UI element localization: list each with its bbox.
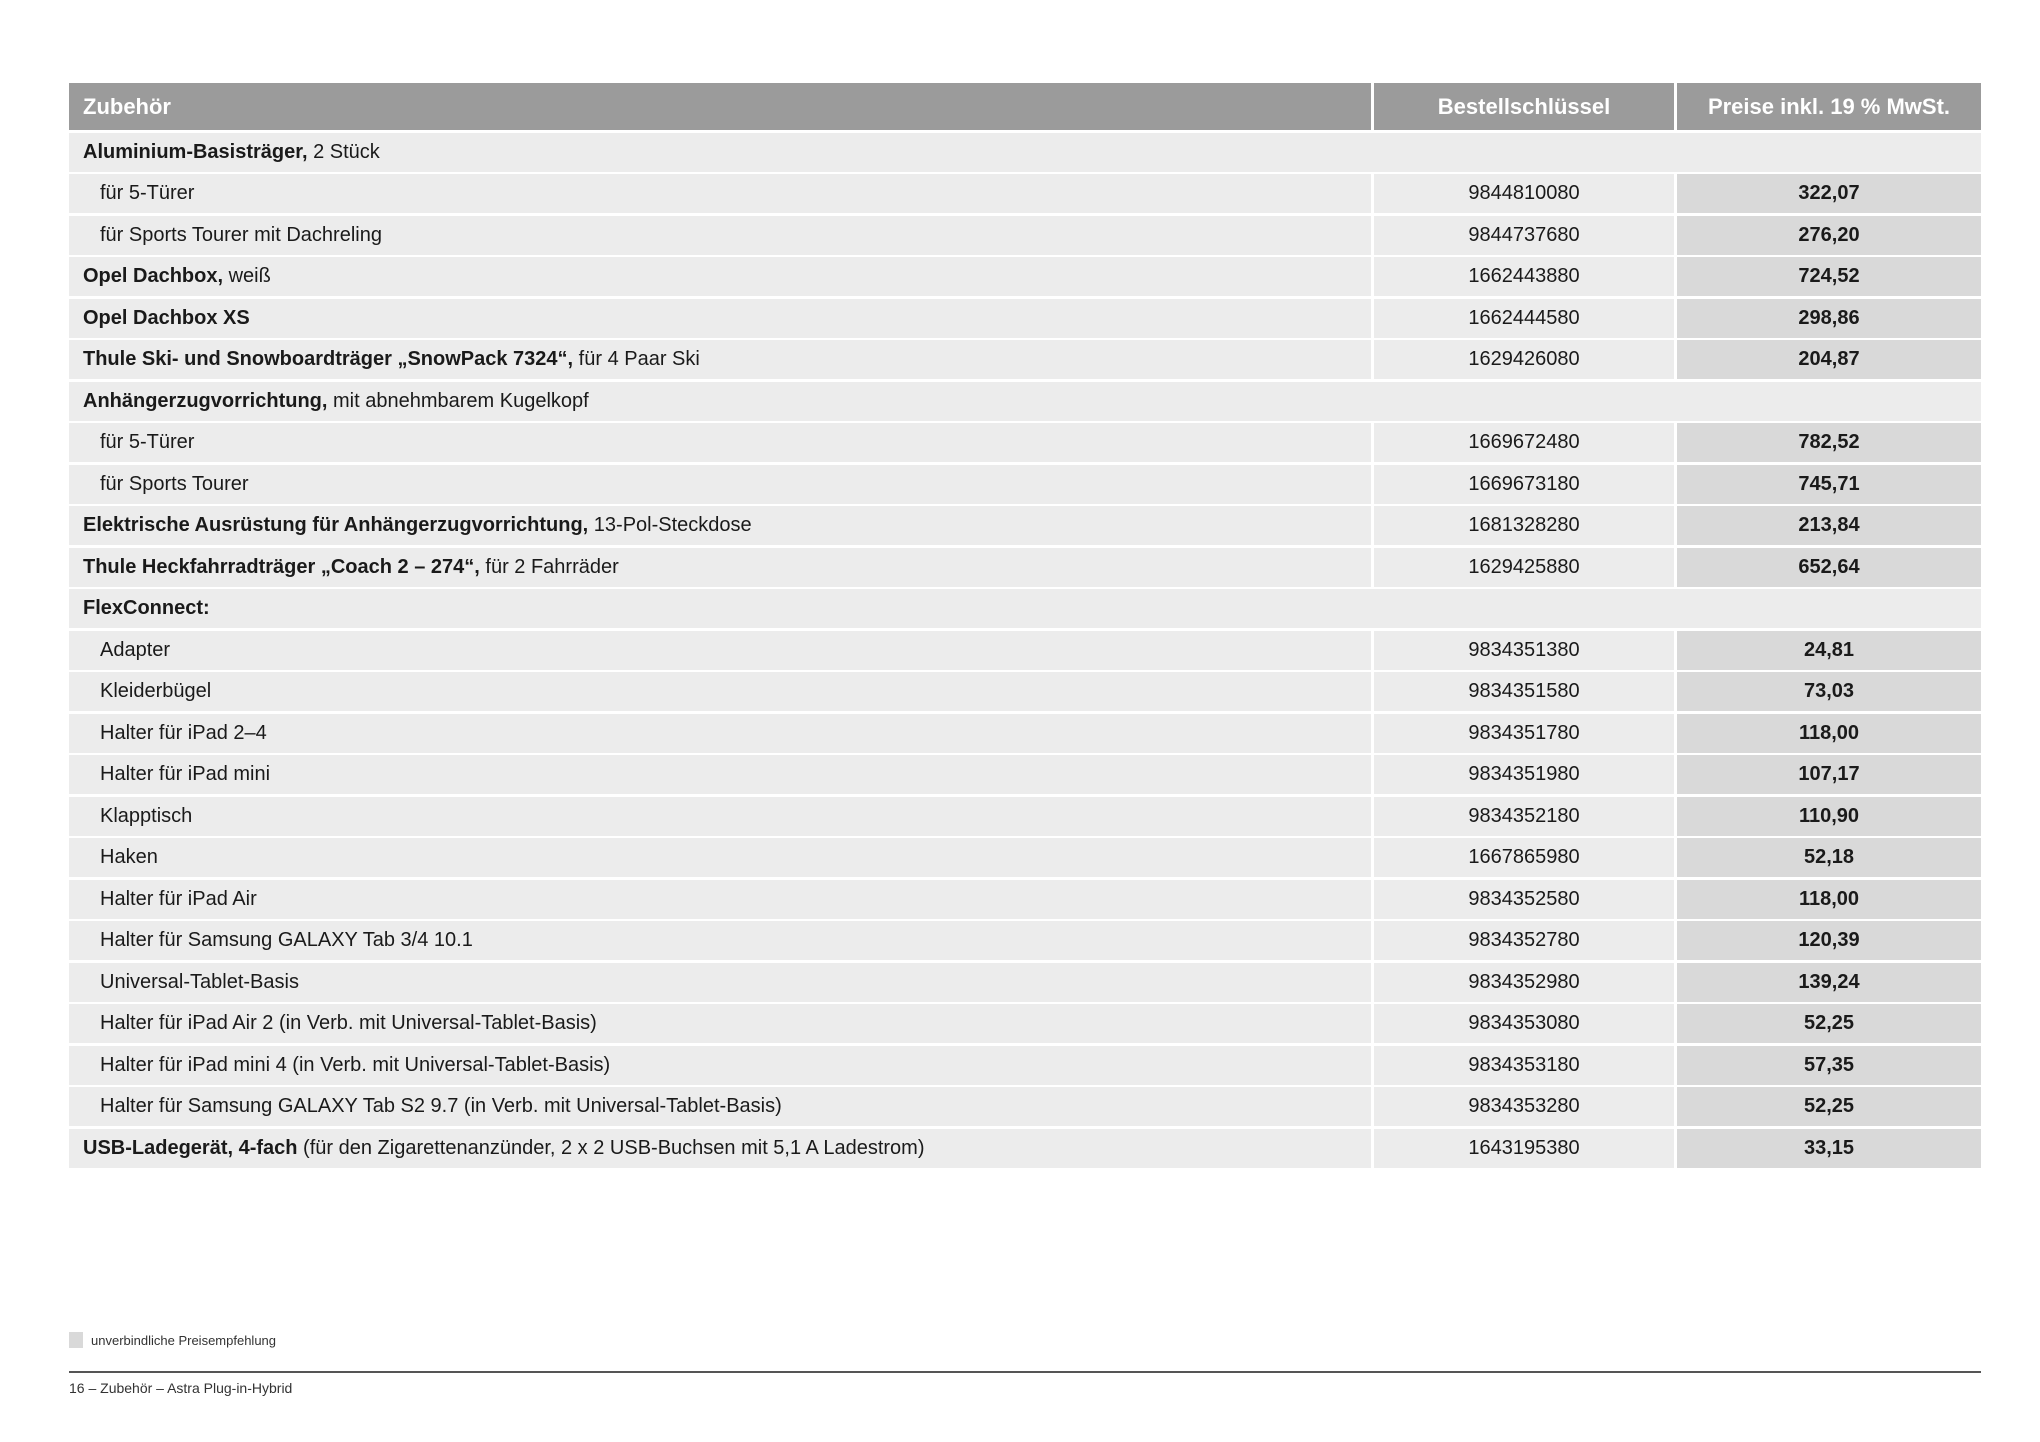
table-row [69, 838, 1981, 877]
price-cell: 107,17 [1677, 755, 1981, 794]
item-name-cell [69, 1004, 1371, 1043]
legend-text: unverbindliche Preisempfehlung [91, 1332, 277, 1348]
order-code-cell: 1662443880 [1374, 257, 1674, 296]
table-group-row [69, 133, 1981, 172]
table-row [69, 548, 1981, 587]
item-name-cell [69, 299, 1371, 338]
item-name-detail: Kleiderbügel [100, 680, 212, 702]
item-name-cell [69, 921, 1371, 960]
item-name-bold: Opel Dachbox, [83, 265, 224, 287]
table-row [69, 755, 1981, 794]
table-group-row [69, 589, 1981, 628]
order-code-cell: 1669672480 [1374, 423, 1674, 462]
price-cell: 213,84 [1677, 506, 1981, 545]
order-code-cell: 9834351780 [1374, 714, 1674, 753]
order-code-cell: 1629425880 [1374, 548, 1674, 587]
item-name-cell [69, 880, 1371, 919]
order-code-cell: 1629426080 [1374, 340, 1674, 379]
item-name-cell [69, 755, 1371, 794]
legend-swatch [69, 1332, 83, 1348]
table-row [69, 797, 1981, 836]
item-name-detail: für 4 Paar Ski [573, 348, 700, 370]
item-name-cell [69, 506, 1371, 545]
item-name-cell [69, 423, 1371, 462]
item-name-detail: mit abnehmbarem Kugelkopf [327, 389, 589, 412]
item-name-cell [69, 714, 1371, 753]
price-cell: 652,64 [1677, 548, 1981, 587]
order-code-cell: 9834352980 [1374, 963, 1674, 1002]
item-name-detail: für 2 Fahrräder [479, 555, 619, 578]
order-code-cell: 9844737680 [1374, 216, 1674, 255]
price-cell: 276,20 [1677, 216, 1981, 255]
item-name-bold: Opel Dachbox XS [83, 306, 250, 329]
item-name-cell [69, 631, 1371, 670]
item-name-bold: Aluminium-Basisträger, [83, 140, 308, 163]
table-row [69, 299, 1981, 338]
order-code-cell: 9834351380 [1374, 631, 1674, 670]
header-item: Zubehör [69, 83, 1371, 130]
price-cell: 52,25 [1677, 1004, 1981, 1043]
table-header-row [69, 83, 1981, 130]
price-cell: 52,18 [1677, 838, 1981, 877]
footer-divider [69, 1371, 1981, 1373]
item-name-bold: FlexConnect: [83, 597, 210, 619]
table-row [69, 880, 1981, 919]
item-name-cell [69, 1129, 1371, 1168]
table-row [69, 1087, 1981, 1126]
item-name-cell [69, 133, 1981, 172]
table-row [69, 714, 1981, 753]
item-name-bold: Elektrische Ausrüstung für Anhängerzugvorrichtung, [83, 514, 589, 536]
order-code-cell: 1643195380 [1374, 1129, 1674, 1168]
item-name-cell [69, 1087, 1371, 1126]
order-code-cell: 9834352580 [1374, 880, 1674, 919]
item-name-bold: Thule Heckfahrradträger „Coach 2 – 274“, [83, 555, 480, 578]
price-cell: 204,87 [1677, 340, 1981, 379]
item-name-detail: Haken [100, 846, 158, 868]
item-name-detail: Halter für iPad Air [100, 887, 257, 910]
table-row [69, 1046, 1981, 1085]
item-name-detail: Halter für iPad 2–4 [100, 721, 267, 744]
order-code-cell: 9834352780 [1374, 921, 1674, 960]
table-group-row [69, 382, 1981, 421]
price-cell: 120,39 [1677, 921, 1981, 960]
item-name-detail: 13-Pol-Steckdose [588, 514, 752, 536]
table-row [69, 174, 1981, 213]
item-name-detail: Halter für iPad mini 4 (in Verb. mit Universal-Tablet-Basis) [100, 1053, 611, 1076]
order-code-cell: 1667865980 [1374, 838, 1674, 877]
item-name-cell [69, 465, 1371, 504]
order-code-cell: 9834353180 [1374, 1046, 1674, 1085]
accessories-table [69, 83, 1981, 1170]
table-row [69, 631, 1981, 670]
item-name-cell [69, 257, 1371, 296]
item-name-detail: (für den Zigarettenanzünder, 2 x 2 USB-Buchsen mit 5,1 A Ladestrom) [297, 1136, 925, 1159]
item-name-detail: für Sports Tourer mit Dachreling [100, 223, 382, 246]
item-name-cell [69, 838, 1371, 877]
price-cell: 322,07 [1677, 174, 1981, 213]
item-name-detail: für 5-Türer [100, 431, 195, 453]
order-code-cell: 9834353280 [1374, 1087, 1674, 1126]
item-name-cell [69, 216, 1371, 255]
item-name-cell [69, 340, 1371, 379]
item-name-detail: Halter für iPad Air 2 (in Verb. mit Universal-Tablet-Basis) [100, 1012, 597, 1034]
item-name-cell [69, 963, 1371, 1002]
item-name-detail: Halter für iPad mini [100, 763, 271, 785]
price-cell: 118,00 [1677, 714, 1981, 753]
price-cell: 24,81 [1677, 631, 1981, 670]
table-body [69, 133, 1981, 1168]
table-row [69, 506, 1981, 545]
item-name-bold: Anhängerzugvorrichtung, [83, 389, 328, 412]
item-name-cell [69, 797, 1371, 836]
item-name-cell [69, 548, 1371, 587]
order-code-cell: 9834351580 [1374, 672, 1674, 711]
price-cell: 298,86 [1677, 299, 1981, 338]
price-cell: 52,25 [1677, 1087, 1981, 1126]
order-code-cell: 9834353080 [1374, 1004, 1674, 1043]
header-code: Bestellschlüssel [1374, 83, 1674, 130]
item-name-detail: weiß [223, 265, 271, 287]
price-cell: 110,90 [1677, 797, 1981, 836]
price-legend [69, 1332, 276, 1348]
table-row [69, 963, 1981, 1002]
table-row [69, 1004, 1981, 1043]
price-cell: 57,35 [1677, 1046, 1981, 1085]
price-cell: 782,52 [1677, 423, 1981, 462]
item-name-detail: Halter für Samsung GALAXY Tab 3/4 10.1 [100, 929, 473, 951]
order-code-cell: 9844810080 [1374, 174, 1674, 213]
item-name-detail: für 5-Türer [100, 182, 195, 204]
item-name-cell [69, 382, 1981, 421]
price-cell: 745,71 [1677, 465, 1981, 504]
item-name-detail: Universal-Tablet-Basis [100, 970, 299, 993]
page-footer: 16 – Zubehör – Astra Plug-in-Hybrid [69, 1380, 293, 1396]
table-row [69, 257, 1981, 296]
order-code-cell: 1681328280 [1374, 506, 1674, 545]
order-code-cell: 1669673180 [1374, 465, 1674, 504]
table-row [69, 423, 1981, 462]
item-name-cell [69, 672, 1371, 711]
price-cell: 139,24 [1677, 963, 1981, 1002]
header-price: Preise inkl. 19 % MwSt. [1677, 83, 1981, 130]
price-cell: 724,52 [1677, 257, 1981, 296]
price-cell: 33,15 [1677, 1129, 1981, 1168]
order-code-cell: 9834351980 [1374, 755, 1674, 794]
item-name-detail: 2 Stück [307, 140, 380, 163]
item-name-detail: für Sports Tourer [100, 472, 249, 495]
order-code-cell: 1662444580 [1374, 299, 1674, 338]
item-name-detail: Halter für Samsung GALAXY Tab S2 9.7 (in Verb. mit Universal-Tablet-Basis) [100, 1095, 782, 1117]
item-name-cell [69, 1046, 1371, 1085]
item-name-bold: USB-Ladegerät, 4-fach [83, 1136, 298, 1159]
item-name-cell [69, 174, 1371, 213]
table-row [69, 465, 1981, 504]
table-row [69, 216, 1981, 255]
table-row [69, 1129, 1981, 1168]
price-cell: 118,00 [1677, 880, 1981, 919]
order-code-cell: 9834352180 [1374, 797, 1674, 836]
table-row [69, 672, 1981, 711]
item-name-cell [69, 589, 1981, 628]
item-name-detail: Adapter [100, 638, 171, 661]
table-row [69, 921, 1981, 960]
price-cell: 73,03 [1677, 672, 1981, 711]
table-row [69, 340, 1981, 379]
item-name-bold: Thule Ski- und Snowboardträger „SnowPack 7324“, [83, 348, 574, 370]
item-name-detail: Klapptisch [100, 804, 193, 827]
